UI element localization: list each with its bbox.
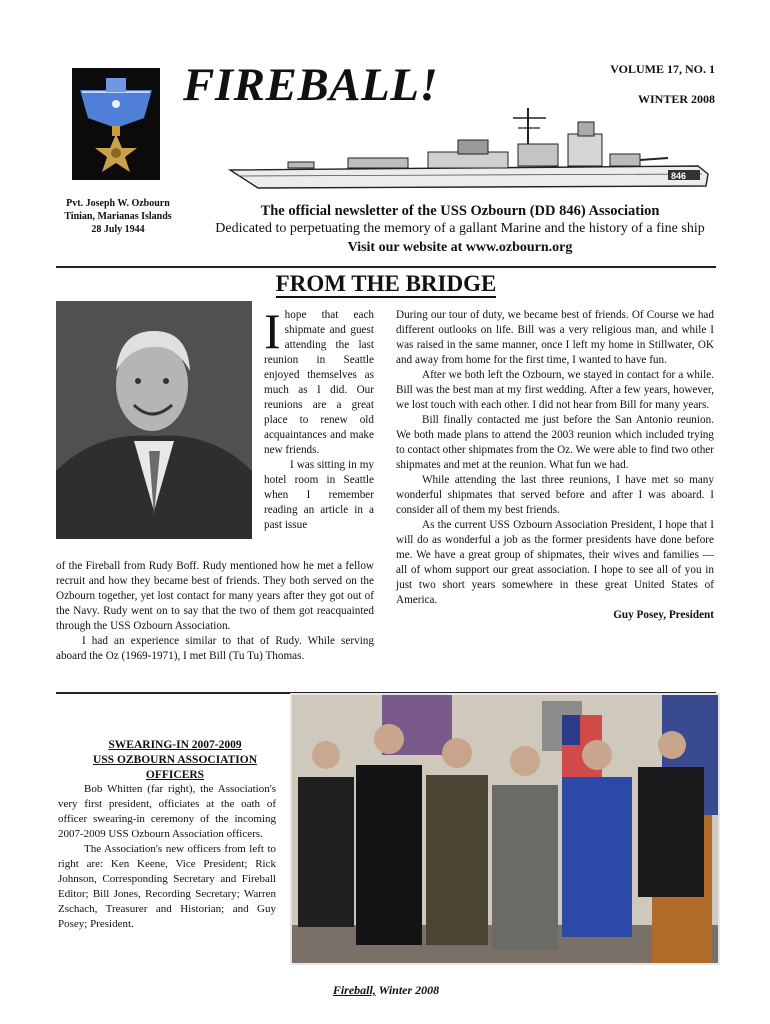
divider xyxy=(56,266,716,268)
article-paragraph: I had an experience similar to that of Rudy. While serving aboard the Oz (1969-1971), I met Bill (Tu Tu) Thomas. xyxy=(56,635,374,662)
section-heading xyxy=(56,271,716,297)
article-paragraph: hope that each shipmate and guest attending the last reunion in Seattle enjoyed themselves as much as I did. Our reunions are a great place to renew old acquaintances and make new friends. xyxy=(264,309,374,456)
article-paragraph: While attending the last three reunions, I have met so many wonderful shipmates that served before and after I was aboard. I consider all of them my best friends. xyxy=(396,474,714,516)
medal-caption xyxy=(48,197,188,236)
hull-number: 846 xyxy=(671,171,687,181)
president-portrait-photo xyxy=(56,301,252,539)
caption-line: Pvt. Joseph W. Ozbourn xyxy=(66,198,170,209)
article-paragraph: After we both left the Ozbourn, we stayed in contact for a while. Bill was the best man at my first wedding. After a few years, however, we lost touch with each other. I did not hear from Bill for many years. xyxy=(396,369,714,411)
sidebar-paragraph: The Association's new officers from left to right are: Ken Keene, Vice President; Rick Johnson, Corresponding Secretary and Fireball Editor; Bill Jones, Recording Secretary; Warren Zschach, Treasurer and Historian; and Guy Posey; President. xyxy=(58,843,276,930)
destroyer-ship-illustration xyxy=(228,104,718,194)
page-footer xyxy=(56,983,716,998)
sidebar-heading xyxy=(60,738,290,783)
sidebar-heading-line: USS OZBOURN ASSOCIATION xyxy=(92,754,258,766)
sidebar-heading-line: OFFICERS xyxy=(145,769,205,781)
caption-line: 28 July 1944 xyxy=(91,224,145,235)
article-signature: Guy Posey, President xyxy=(613,609,714,621)
article-paragraph: Bill finally contacted me just before the San Antonio reunion. We both made plans to attend the 2003 reunion which included trying to contact other shipmates from the Oz. We were able to find two other shipmates and met at the reunion. What fun we had. xyxy=(396,414,714,471)
drop-cap: I xyxy=(264,303,281,359)
sidebar-heading-line: SWEARING-IN 2007-2009 xyxy=(108,739,242,751)
swearing-in-ceremony-photo xyxy=(290,693,720,965)
footer-newsletter-name: Fireball, xyxy=(332,983,376,997)
volume-number: VOLUME 17, NO. 1 xyxy=(610,62,715,76)
article-paragraph: During our tour of duty, we became best of friends. Of Course we had different outlooks on life. Bill was a very religious man, and while I was raised in the same manner, once I left my home in Stillwater, OK and away from home for the first time, I wanted to have fun. xyxy=(396,309,714,366)
article-intro xyxy=(264,303,374,533)
sidebar-text xyxy=(58,782,276,932)
newsletter-dedication: Dedicated to perpetuating the memory of a gallant Marine and the history of a fine ship xyxy=(215,221,705,236)
newsletter-subtitle: The official newsletter of the USS Ozbourn (DD 846) Association xyxy=(260,203,660,219)
article-column-right xyxy=(396,308,714,623)
article-paragraph: I was sitting in my hotel room in Seattle when I remember reading an article in a past issue xyxy=(264,459,374,531)
sidebar-paragraph: Bob Whitten (far right), the Association's very first president, officiates at the oath of officer swearing-in ceremony of the incoming 2007-2009 USS Ozbourn Association officers. xyxy=(58,783,276,840)
issue-season: WINTER 2008 xyxy=(637,92,715,106)
footer-season: Winter 2008 xyxy=(375,983,440,997)
website-line: Visit our website at www.ozbourn.org xyxy=(347,240,573,255)
article-paragraph: As the current USS Ozbourn Association President, I hope that I will do as wonderful a job as the former presidents have done before me. We have a great group of shipmates, their wives and families — all of whom support our great association. I hope to see all of you in just two short years somewhere in these great United States of America. xyxy=(396,519,714,606)
section-heading-text: FROM THE BRIDGE xyxy=(275,271,497,296)
article-paragraph: of the Fireball from Rudy Boff. Rudy mentioned how he met a fellow recruit and how they became best of friends. They both served on the Ozbourn together, yet lost contact for many years after they got out of the Navy. Rudy went on to say that the two of them got reacquainted through the USS Ozbourn Association. xyxy=(56,560,374,632)
article-column-left xyxy=(56,559,374,664)
newsletter-title: FIREBALL! xyxy=(183,59,439,111)
caption-line: Tinian, Marianas Islands xyxy=(64,211,172,222)
medal-of-honor-emblem xyxy=(72,68,160,180)
